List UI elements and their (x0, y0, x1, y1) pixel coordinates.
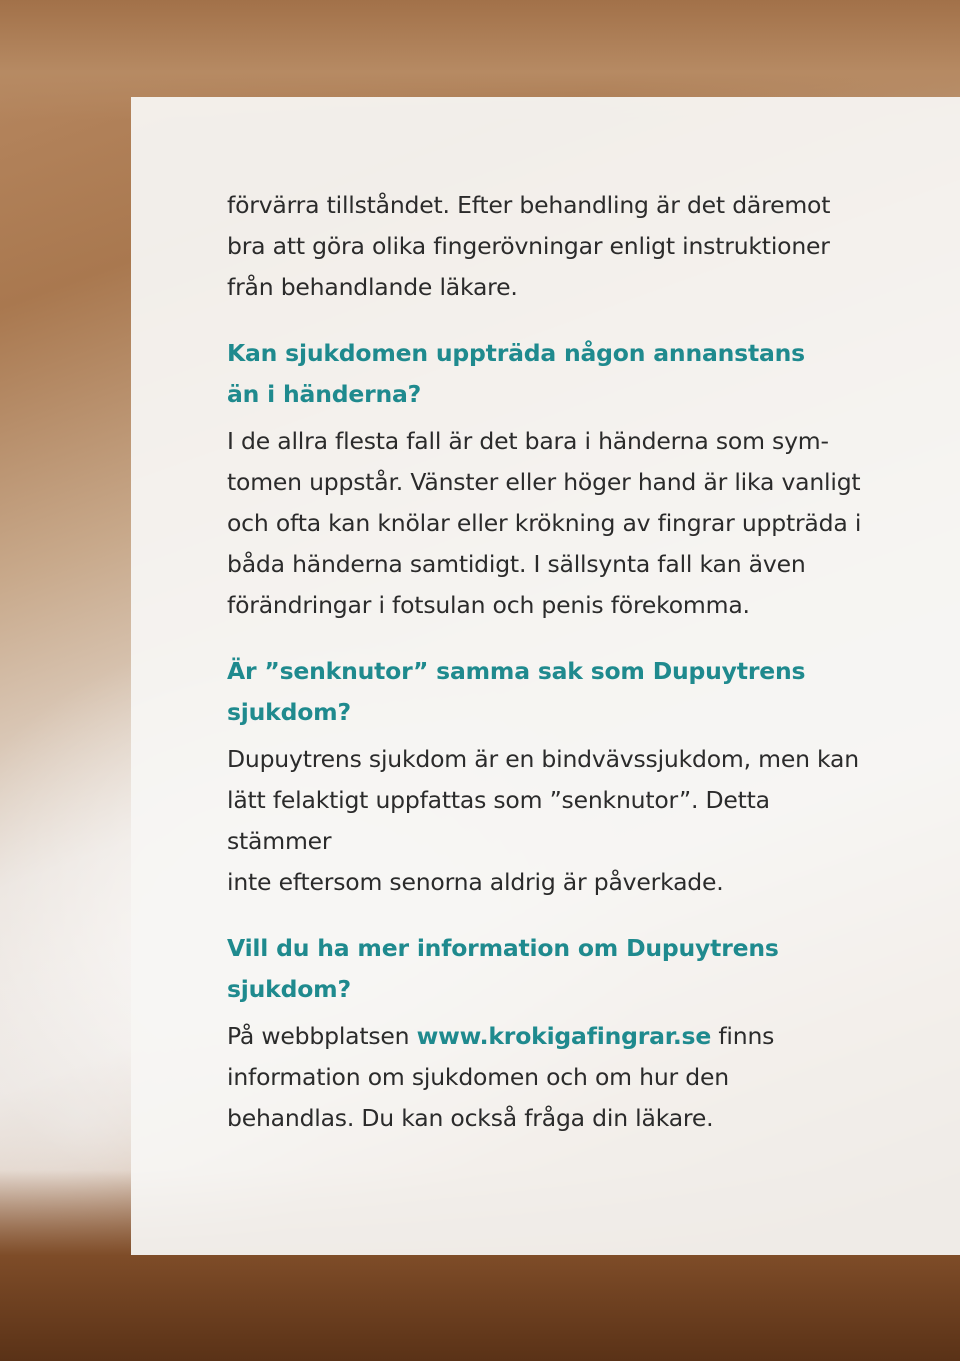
heading-line: än i händerna? (227, 380, 422, 408)
body-line: Dupuytrens sjukdom är en bindvävssjukdom, men kan (227, 745, 859, 773)
heading-line: Kan sjukdomen uppträda någon annanstans (227, 339, 805, 367)
section-heading (227, 651, 867, 733)
body-line: information om sjukdomen och om hur den (227, 1063, 729, 1091)
body-text: På webbplatsen (227, 1022, 417, 1050)
heading-line: sjukdom? (227, 975, 351, 1003)
body-line: från behandlande läkare. (227, 273, 518, 301)
body-line: och ofta kan knölar eller krökning av fingrar uppträda i (227, 509, 862, 537)
section-paragraph (227, 739, 867, 903)
article-content (227, 185, 867, 1139)
body-line: behandlas. Du kan också fråga din läkare. (227, 1104, 714, 1132)
section-heading (227, 333, 867, 415)
heading-line: Vill du ha mer information om Dupuytrens (227, 934, 779, 962)
body-line: båda händerna samtidigt. I sällsynta fall kan även (227, 550, 806, 578)
section-heading (227, 928, 867, 1010)
body-line (227, 1016, 867, 1057)
body-text: finns (711, 1022, 775, 1050)
website-link[interactable]: www.krokigafingrar.se (416, 1022, 712, 1050)
body-line: förvärra tillståndet. Efter behandling är det däremot (227, 191, 831, 219)
body-line: I de allra flesta fall är det bara i händerna som sym- (227, 427, 829, 455)
heading-line: Är ”senknutor” samma sak som Dupuytrens (227, 657, 806, 685)
body-line: lätt felaktigt uppfattas som ”senknutor”. Detta stämmer (227, 786, 770, 855)
body-line: tomen uppstår. Vänster eller höger hand är lika vanligt (227, 468, 861, 496)
body-line: inte eftersom senorna aldrig är påverkade. (227, 868, 724, 896)
section-paragraph (227, 1016, 867, 1139)
intro-paragraph (227, 185, 867, 308)
text-panel (131, 97, 960, 1255)
section-paragraph (227, 421, 867, 626)
body-line: förändringar i fotsulan och penis förekomma. (227, 591, 750, 619)
body-line: bra att göra olika fingerövningar enligt instruktioner (227, 232, 830, 260)
heading-line: sjukdom? (227, 698, 351, 726)
